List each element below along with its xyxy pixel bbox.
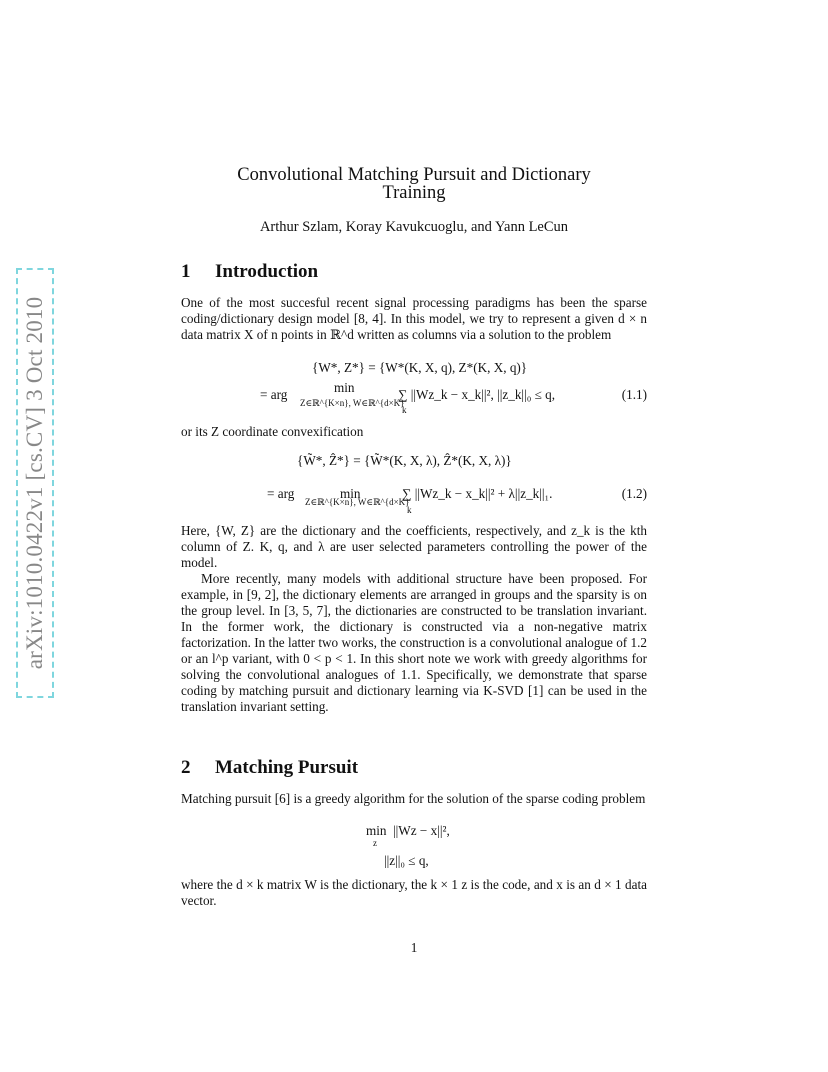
section-heading-introduction [181,261,318,283]
equation-1-2-sum-index: k [407,505,412,515]
watermark-text: arXiv:1010.0422v1 [cs.CV] 3 Oct 2010 [22,296,47,670]
paragraph-definitions-mp: where the d × k matrix W is the dictionary, the k × 1 z is the code, and x is an d × 1 data vector. [181,877,647,908]
paper-title [181,166,647,202]
equation-1-2-body: ∑ ||Wz_k − x_k||² + λ||z_k||₁. [402,486,553,501]
equation-1-1-sum-index: k [402,405,407,415]
paragraph-related-work: More recently, many models with additional structure have been proposed. For example, in [9, 2], the dictionary elements are arranged in groups and the sparsity is on the group level. In [3, 5, 7], the dictionaries are constructed to be translation invariant. In the former work, the dictionary is constructed via a non-negative matrix factorization. In the latter two works, the construction is a convolutional analogue of 1.2 or an l^p variant, with 0 < p < 1. In this short note we work with greedy algorithms for solving the convolutional analogues of 1.1. Specifically, we demonstrate that sparse coding by matching pursuit and dictionary learning via K-SVD [1] can be used in the translation invariant setting. [181,571,647,714]
equation-1-1-line-1: {W*, Z*} = {W*(K, X, q), Z*(K, X, q)} [312,360,528,375]
equation-number-1-2: (1.2) [621,486,647,501]
equation-mp-constraint: ||z||₀ ≤ q, [384,853,429,868]
equation-1-1-body: ∑ ||Wz_k − x_k||², ||z_k||₀ ≤ q, [398,387,556,402]
equation-1-2-min: min [340,486,361,501]
arxiv-watermark [16,268,54,698]
section-title: Introduction [215,261,319,282]
section-number: 2 [181,757,191,778]
paragraph-intro: One of the most succesful recent signal processing paradigms has been the sparse coding/dictionary design model [8, 4]. In this model, we try to represent a given d × n data matrix X of n points in ℝ^d written as columns via a solution to the problem [181,295,647,342]
paragraph-matching-pursuit: Matching pursuit [6] is a greedy algorithm for the solution of the sparse coding problem [181,791,646,806]
equation-mp-min-var: z [373,838,377,848]
equation-1-2-line-1: {W̃*, Ẑ*} = {W̃*(K, X, λ), Ẑ*(K, X, λ)} [297,453,512,468]
authors: Arthur Szlam, Koray Kavukcuoglu, and Yann LeCun [259,219,569,235]
equation-mp-min: min [366,823,387,838]
section-title: Matching Pursuit [215,757,359,778]
equation-number-1-1: (1.1) [621,387,647,402]
equation-1-1-min-domain: Z∈ℝ^{K×n}, W∈ℝ^{d×K} [300,398,405,408]
section-number: 1 [181,261,191,282]
equation-1-1-lhs: = arg [260,387,288,402]
title-line-2: Training [382,183,446,203]
equation-mp-objective: ||Wz − x||², [393,823,450,838]
section-heading-matching-pursuit [181,757,358,779]
paragraph-convexification: or its Z coordinate convexification [181,424,364,439]
title-line-1: Convolutional Matching Pursuit and Dictionary [237,165,591,185]
page-number: 1 [410,940,418,955]
paragraph-definitions: Here, {W, Z} are the dictionary and the coefficients, respectively, and z_k is the kth column of Z. K, q, and λ are user selected parameters controlling the power of the model. [181,523,647,570]
equation-1-2-min-domain: Z∈ℝ^{K×n}, W∈ℝ^{d×K} [305,497,410,507]
equation-1-2-lhs: = arg [267,486,295,501]
equation-1-1-min: min [334,380,355,395]
